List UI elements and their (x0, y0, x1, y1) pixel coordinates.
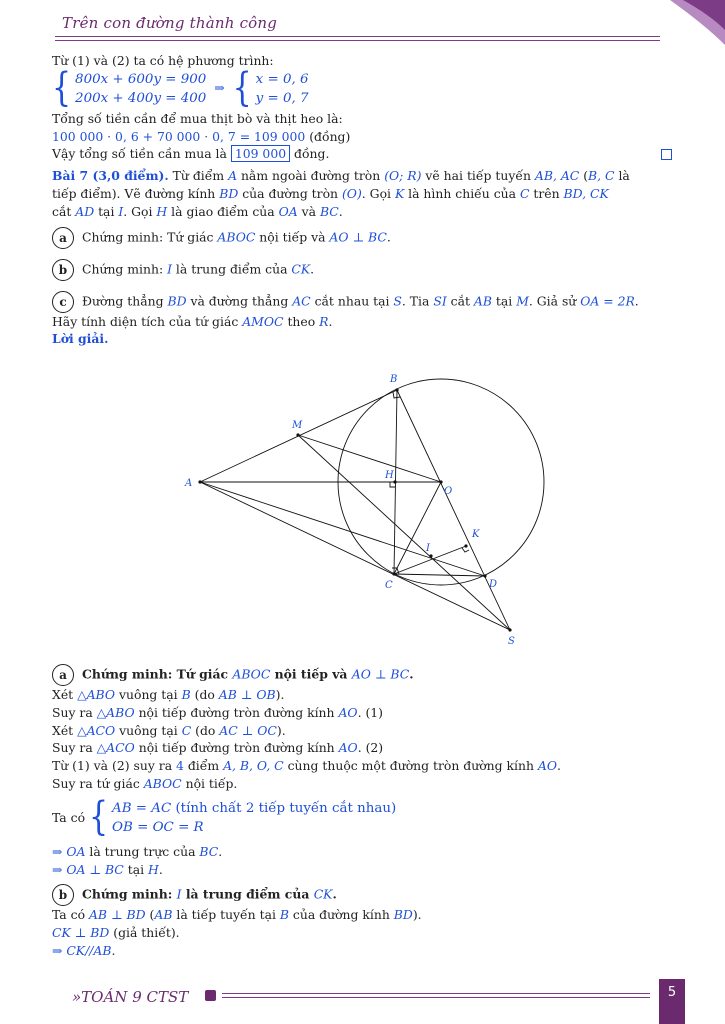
solution-a-badge: a (52, 664, 74, 686)
segment-mo (298, 435, 441, 482)
label-d: D (489, 579, 498, 590)
page-number: 5 (659, 979, 685, 1024)
problem-line: Bài 7 (3,0 điểm). Từ điểm A nằm ngoài đường tròn (O; R) vẽ hai tiếp tuyến AB, AC (B, C là (52, 168, 630, 184)
question-c-line2: Hãy tính diện tích của tứ giác AMOC theo R. (52, 313, 333, 329)
page-content (52, 52, 672, 348)
header-rule-thin (55, 40, 660, 41)
text-line: Xét △ABO vuông tại B (do AB ⊥ OB). (52, 687, 285, 702)
right-angle-k (462, 548, 469, 552)
question-b: b Chứng minh: I là trung điểm của CK. (52, 259, 672, 281)
text-line: Từ (1) và (2) ta có hệ phương trình: (52, 53, 274, 68)
text-line: Suy ra △ABO nội tiếp đường tròn đường kính AO. (1) (52, 704, 383, 720)
solution-a-heading: a Chứng minh: Tứ giác ABOC nội tiếp và AO ⊥ BC. (52, 664, 672, 686)
text-line: 100 000 · 0, 6 + 70 000 · 0, 7 = 109 000 (đồng) (52, 128, 351, 144)
answer-box: 109 000 (231, 145, 290, 162)
label-h: H (385, 470, 394, 481)
question-a-badge: a (52, 227, 74, 249)
geometry-figure (0, 360, 725, 660)
solution-heading: Lời giải. (52, 331, 109, 347)
book-icon (205, 990, 216, 1001)
equation-system: { 800x + 600y = 900 200x + 400y = 400 ⇒ { x = 0, 6 y = 0, 7 (52, 65, 309, 111)
text-line: Từ (1) và (2) suy ra 4 điểm A, B, O, C cùng thuộc một đường tròn đường kính AO. (52, 758, 561, 774)
text-line: Tổng số tiền cần để mua thịt bò và thịt heo là: (52, 110, 343, 126)
label-c: C (385, 580, 393, 591)
label-m: M (292, 420, 303, 431)
question-b-badge: b (52, 259, 74, 281)
footer-rule-thin (222, 997, 650, 998)
footer-rule (222, 993, 650, 994)
footer-title: »TOÁN 9 CTST (72, 988, 189, 1006)
question-c: c Đường thẳng BD và đường thẳng AC cắt nhau tại S. Tia SI cắt AB tại M. Giả sử OA = 2R. (52, 291, 672, 313)
label-i: I (426, 543, 430, 554)
text-line: Suy ra △ACO nội tiếp đường tròn đường kính AO. (2) (52, 740, 384, 756)
equation-system: Ta có { AB = AC (tính chất 2 tiếp tuyến cắt nhau) OB = OC = R (52, 794, 397, 840)
header-rule (55, 36, 660, 37)
text-line: Xét △ACO vuông tại C (do AC ⊥ OC). (52, 722, 286, 738)
label-o: O (444, 486, 453, 497)
text-line: Ta có AB ⊥ BD (AB là tiếp tuyến tại B của đường kính BD). (52, 907, 422, 923)
segment-ad (200, 482, 485, 576)
text-line: Vậy tổng số tiền cần mua là 109 000 đồng. (52, 145, 672, 163)
segment-ac (200, 482, 510, 630)
text-line: CK ⊥ BD (giả thiết). (52, 925, 180, 941)
label-k: K (472, 529, 480, 540)
text-line: ⇒ OA ⊥ BC tại H. (52, 861, 163, 877)
problem-line: tiếp điểm). Vẽ đường kính BD của đường tròn (O). Gọi K là hình chiếu của C trên BD, CK (52, 185, 609, 201)
problem-line: cắt AD tại I. Gọi H là giao điểm của OA và BC. (52, 203, 343, 219)
text-line: ⇒ CK//AB. (52, 942, 116, 958)
segment-cd (394, 574, 485, 576)
text-line: Suy ra tứ giác ABOC nội tiếp. (52, 775, 238, 791)
corner-decoration (665, 0, 725, 50)
header-title: Trên con đường thành công (62, 14, 278, 32)
problem-heading: Bài 7 (3,0 điểm). (52, 168, 169, 184)
solution-b-badge: b (52, 884, 74, 906)
segment-ck (394, 546, 466, 574)
solution-content (52, 664, 672, 960)
question-a: a Chứng minh: Tứ giác ABOC nội tiếp và AO ⊥ BC. (52, 227, 672, 249)
solution-b-heading: b Chứng minh: I là trung điểm của CK. (52, 884, 672, 906)
text-line: ⇒ OA là trung trực của BC. (52, 843, 223, 859)
label-b: B (390, 374, 398, 385)
qed-icon (661, 149, 672, 160)
question-c-badge: c (52, 291, 74, 313)
segment-bs (397, 390, 510, 630)
label-a: A (185, 478, 193, 489)
label-s: S (508, 636, 515, 647)
